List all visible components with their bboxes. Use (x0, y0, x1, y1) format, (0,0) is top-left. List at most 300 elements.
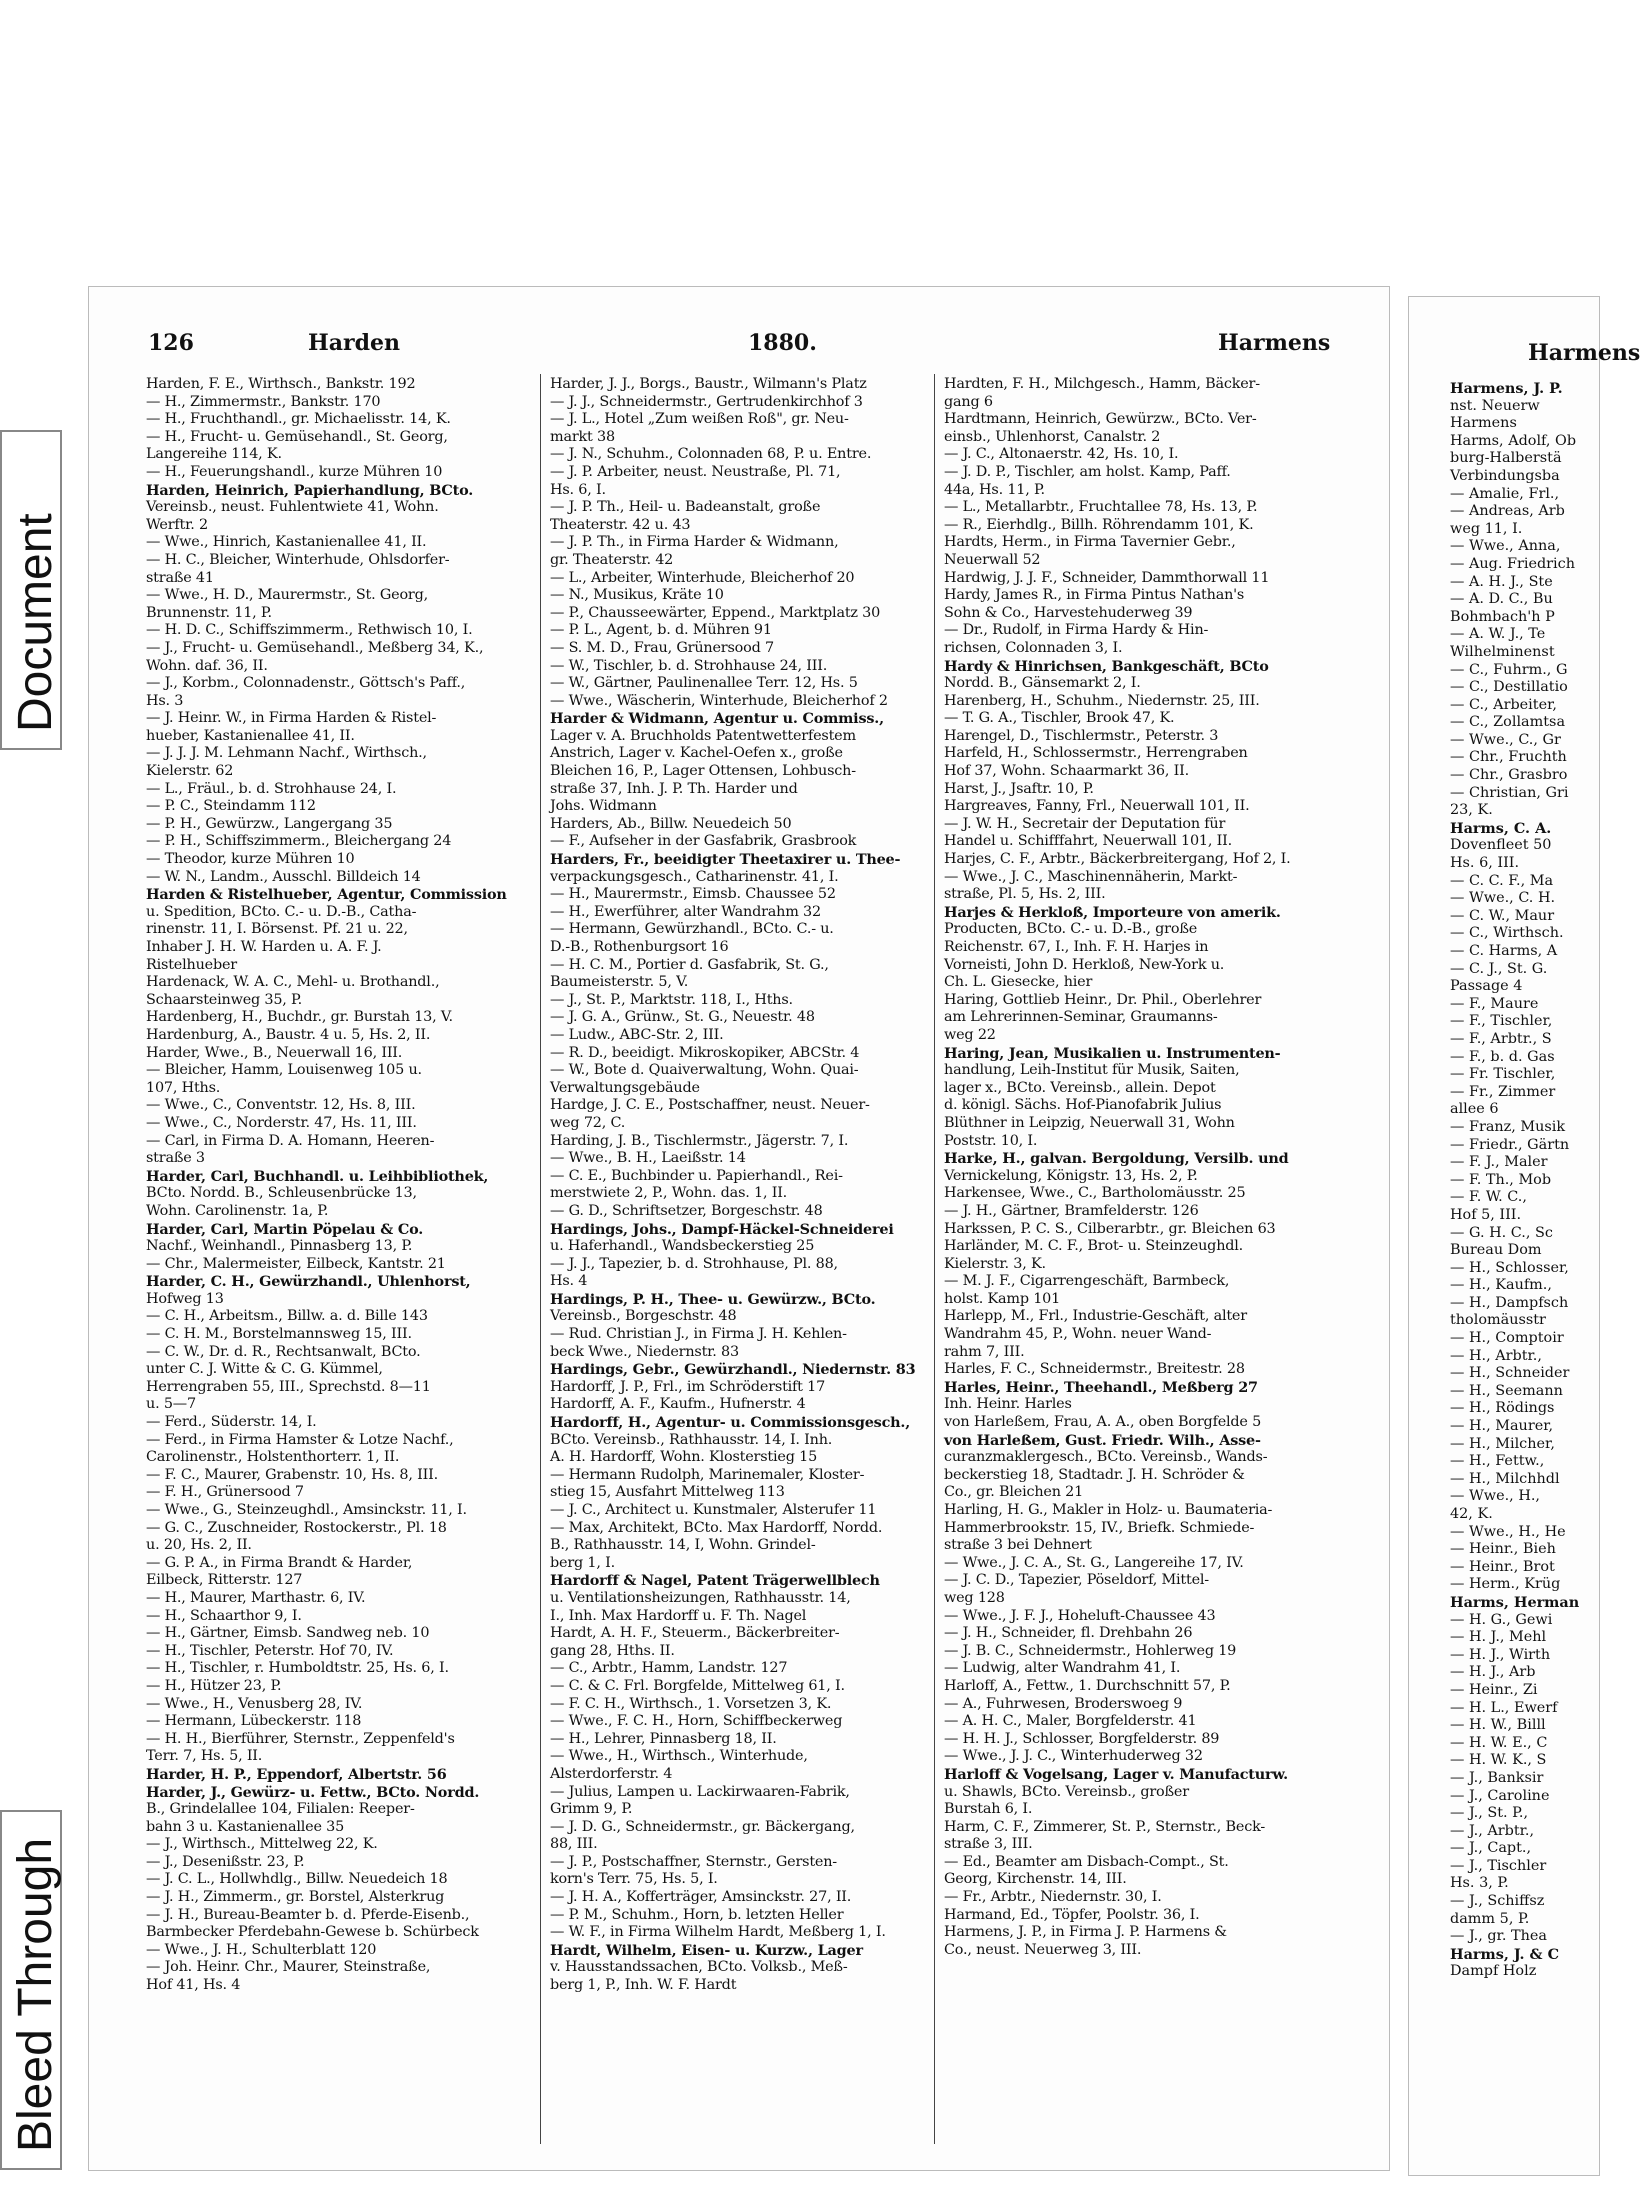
directory-entry: — Dr., Rudolf, in Firma Hardy & Hin- (944, 622, 1209, 639)
directory-entry: — J. H., Schneider, fl. Drehbahn 26 (944, 1625, 1193, 1642)
directory-entry: — R. D., beeidigt. Mikroskopiker, ABCStr. 4 (550, 1044, 860, 1061)
directory-entry: Harder & Widmann, Agentur u. Commiss., (550, 710, 884, 728)
directory-entry: — P. M., Schuhm., Horn, b. letzten Heller (550, 1906, 844, 1923)
directory-entry: damm 5, P. (1450, 1910, 1530, 1927)
directory-entry: — H., Tischler, Peterstr. Hof 70, IV. (146, 1642, 394, 1659)
directory-entry: tholomäusstr (1450, 1312, 1546, 1329)
directory-entry: weg 128 (944, 1589, 1005, 1606)
directory-entry: — Bleicher, Hamm, Louisenweg 105 u. (146, 1062, 422, 1079)
directory-entry: — J., Korbm., Colonnadenstr., Göttsch's Paff., (146, 675, 466, 692)
directory-entry: holst. Kamp 101 (944, 1290, 1061, 1307)
directory-entry: 44a, Hs. 11, P. (944, 481, 1045, 498)
directory-entry: Dovenfleet 50 (1450, 837, 1552, 854)
directory-entry: B., Rathhausstr. 14, I, Wohn. Grindel- (550, 1537, 816, 1554)
directory-entry: — Heinr., Zi (1450, 1681, 1538, 1698)
directory-entry: — F. C. H., Wirthsch., 1. Vorsetzen 3, K. (550, 1695, 832, 1712)
directory-entry: — F., Arbtr., S (1450, 1030, 1552, 1047)
directory-entry: gr. Theaterstr. 42 (550, 551, 674, 568)
side-tabs (0, 0, 62, 2177)
directory-entry: — H., Seemann (1450, 1382, 1563, 1399)
directory-entry: — S. M. D., Frau, Grünersood 7 (550, 639, 774, 656)
directory-entry: 42, K. (1450, 1506, 1493, 1522)
directory-entry: — H. J., Arb (1450, 1664, 1536, 1681)
directory-entry: Harmens, J. P., in Firma J. P. Harmens & (944, 1924, 1227, 1941)
directory-entry: — F. W. C., (1450, 1189, 1527, 1206)
directory-entry: Blüthner in Leipzig, Neuerwall 31, Wohn (944, 1114, 1235, 1131)
directory-entry: — Friedr., Gärtn (1450, 1136, 1570, 1153)
directory-entry: — F. H., Grünersood 7 (146, 1484, 304, 1501)
directory-entry: — C., Destillatio (1450, 679, 1568, 696)
directory-entry: markt 38 (550, 428, 615, 445)
directory-entry: — H. J., Wirth (1450, 1646, 1551, 1663)
directory-entry: Handel u. Schifffahrt, Neuerwall 101, II. (944, 833, 1232, 850)
directory-entry: Nordd. B., Gänsemarkt 2, I. (944, 675, 1141, 692)
directory-entry: Vereinsb., Borgeschstr. 48 (550, 1308, 737, 1325)
directory-entry: u. Haferhandl., Wandsbeckerstieg 25 (550, 1238, 815, 1255)
directory-entry: 88, III. (550, 1836, 598, 1853)
facing-page-column (1450, 380, 1600, 1981)
directory-entry: Harst, J., Jsaftr. 10, P. (944, 780, 1094, 797)
directory-entry: — J., Frucht- u. Gemüsehandl., Meßberg 34, K., (146, 639, 484, 656)
directory-entry: — Wwe., J. F. J., Hoheluft-Chaussee 43 (944, 1607, 1216, 1624)
directory-entry: — J., Tischler (1450, 1857, 1547, 1874)
directory-entry: Hammerbrookstr. 15, IV., Briefk. Schmiede- (944, 1519, 1255, 1536)
directory-entry: — Wwe., H., He (1450, 1523, 1566, 1540)
directory-entry: — A. D. C., Bu (1450, 591, 1553, 608)
directory-entry: — Ferd., in Firma Hamster & Lotze Nachf., (146, 1431, 454, 1448)
directory-entry: unter C. J. Witte & C. G. Kümmel, (146, 1361, 383, 1378)
directory-entry: — H. D. C., Schiffszimmerm., Rethwisch 10, I. (146, 622, 473, 639)
directory-entry: Herrengraben 55, III., Sprechstd. 8—11 (146, 1378, 431, 1395)
directory-entry: Harlepp, M., Frl., Industrie-Geschäft, alter (944, 1308, 1247, 1325)
directory-entry: — H., Lehrer, Pinnasberg 18, II. (550, 1730, 777, 1747)
directory-entry: I., Inh. Max Hardorff u. F. Th. Nagel (550, 1607, 807, 1624)
directory-entry: u. Shawls, BCto. Vereinsb., großer (944, 1783, 1189, 1800)
directory-page (88, 286, 1390, 2171)
directory-entry: Harmand, Ed., Töpfer, Poolstr. 36, I. (944, 1906, 1200, 1923)
directory-entry: — J. D. G., Schneidermstr., gr. Bäckergang, (550, 1818, 855, 1835)
directory-entry: u. Spedition, BCto. C.- u. D.-B., Catha- (146, 903, 417, 920)
directory-entry: u. 5—7 (146, 1396, 196, 1413)
directory-entry: Bleichen 16, P., Lager Ottensen, Lohbusch- (550, 763, 856, 780)
directory-entry: Passage 4 (1450, 978, 1523, 995)
page-number: 126 (148, 330, 194, 356)
directory-entry: — Chr., Grasbro (1450, 767, 1568, 784)
directory-entry: v. Hausstandssachen, BCto. Volksb., Meß- (550, 1959, 848, 1976)
directory-entry: Harfeld, H., Schlossermstr., Herrengraben (944, 745, 1248, 762)
directory-entry: Harding, J. B., Tischlermstr., Jägerstr. 7, I. (550, 1132, 849, 1149)
directory-entry: straße 37, Inh. J. P. Th. Harder und (550, 780, 798, 797)
directory-entry: Ch. L. Giesecke, hier (944, 974, 1093, 991)
directory-entry: — H., Tischler, r. Humboldtstr. 25, Hs. 6, I. (146, 1660, 449, 1677)
directory-entry: Vereinsb., neust. Fuhlentwiete 41, Wohn. (146, 499, 439, 516)
facing-page (1408, 296, 1640, 2176)
directory-entry: u. 20, Hs. 2, II. (146, 1537, 252, 1554)
directory-entry: Burstah 6, I. (944, 1801, 1033, 1818)
directory-entry: — J., Arbtr., (1450, 1822, 1535, 1839)
directory-entry: straße, Pl. 5, Hs. 2, III. (944, 886, 1106, 903)
directory-entry: — A. H. C., Maler, Borgfelderstr. 41 (944, 1713, 1197, 1730)
directory-entry: Harke, H., galvan. Bergoldung, Versilb. und (944, 1150, 1289, 1168)
directory-entry: Harles, Heinr., Theehandl., Meßberg 27 (944, 1378, 1258, 1396)
directory-entry: Harms, C. A. (1450, 819, 1552, 837)
directory-entry: BCto. Nordd. B., Schleusenbrücke 13, (146, 1185, 417, 1202)
directory-entry: — F., Aufseher in der Gasfabrik, Grasbrook (550, 833, 857, 850)
directory-entry: — J. N., Schuhm., Colonnaden 68, P. u. Entre. (550, 446, 872, 463)
directory-entry: Brunnenstr. 11, P. (146, 604, 272, 621)
directory-entry: Hof 5, III. (1450, 1206, 1522, 1223)
directory-entry: Hardtmann, Heinrich, Gewürzw., BCto. Ver- (944, 411, 1257, 428)
directory-entry: — Hermann, Lübeckerstr. 118 (146, 1713, 362, 1730)
directory-entry: — W., Gärtner, Paulinenallee Terr. 12, Hs. 5 (550, 675, 858, 692)
directory-entry: 23, K. (1450, 802, 1493, 819)
directory-entry: — Theodor, kurze Mühren 10 (146, 851, 355, 868)
directory-entry: — H. G., Gewi (1450, 1611, 1553, 1628)
directory-entry: — C. Harms, A (1450, 943, 1558, 959)
directory-entry: — L., Arbeiter, Winterhude, Bleicherhof 20 (550, 569, 855, 586)
directory-entry: — Wwe., C., Gr (1450, 731, 1561, 748)
directory-entry: Nachf., Weinhandl., Pinnasberg 13, P. (146, 1238, 413, 1255)
directory-entry: — P., Chausseewärter, Eppend., Marktplatz 30 (550, 604, 881, 621)
directory-entry: — Chr., Malermeister, Eilbeck, Kantstr. 21 (146, 1255, 446, 1272)
directory-entry: Harder, Wwe., B., Neuerwall 16, III. (146, 1044, 403, 1061)
directory-entry: rinenstr. 11, I. Börsenst. Pf. 21 u. 22, (146, 921, 408, 938)
directory-entry: Harenberg, H., Schuhm., Niedernstr. 25, III. (944, 692, 1260, 709)
directory-entry: — N., Musikus, Kräte 10 (550, 587, 724, 604)
directory-entry: — Franz, Musik (1450, 1118, 1566, 1135)
directory-entry: — J. J. J. M. Lehmann Nachf., Wirthsch., (146, 745, 427, 762)
directory-entry: Poststr. 10, I. (944, 1132, 1038, 1149)
directory-entry: am Lehrerinnen-Seminar, Graumanns- (944, 1009, 1218, 1026)
directory-entry: — Rud. Christian J., in Firma J. H. Kehlen- (550, 1326, 847, 1343)
directory-entry: Harländer, M. C. F., Brot- u. Steinzeughdl. (944, 1238, 1244, 1255)
directory-entry: Harkensee, Wwe., C., Bartholomäusstr. 25 (944, 1185, 1246, 1202)
directory-entry: Harengel, D., Tischlermstr., Peterstr. 3 (944, 727, 1219, 744)
directory-entry: — J., St. P., (1450, 1805, 1529, 1822)
directory-entry: Wohn. daf. 36, II. (146, 657, 268, 674)
directory-entry: Carolinenstr., Holstenthorterr. 1, II. (146, 1449, 400, 1466)
directory-entry: Harder, Carl, Buchhandl. u. Leihbibliothek, (146, 1167, 489, 1185)
directory-entry: — C., Fuhrm., G (1450, 661, 1568, 678)
directory-entry: merstwiete 2, P., Wohn. das. 1, II. (550, 1185, 788, 1202)
directory-entry: Ristelhueber (146, 956, 237, 973)
directory-entry: Theaterstr. 42 u. 43 (550, 516, 691, 533)
directory-entry: Wandrahm 45, P., Wohn. neuer Wand- (944, 1326, 1212, 1343)
directory-entry: Schaarsteinweg 35, P. (146, 991, 302, 1008)
directory-entry: — H. W. K., S (1450, 1752, 1547, 1769)
directory-entry: — Wwe., G., Steinzeughdl., Amsinckstr. 11, I. (146, 1502, 467, 1518)
directory-entry: Hs. 6, III. (1450, 855, 1520, 872)
directory-entry: — C., Arbtr., Hamm, Landstr. 127 (550, 1660, 788, 1677)
directory-entry: nst. Neuerw (1450, 397, 1540, 414)
directory-entry: Hardenberg, H., Buchdr., gr. Burstah 13, V. (146, 1009, 453, 1026)
directory-entry: — Ed., Beamter am Disbach-Compt., St. (944, 1853, 1229, 1870)
directory-entry: Harder, H. P., Eppendorf, Albertstr. 56 (146, 1765, 447, 1783)
directory-entry: — Wwe., J. J. C., Winterhuderweg 32 (944, 1748, 1203, 1765)
directory-entry: Reichenstr. 67, I., Inh. F. H. Harjes in (944, 939, 1209, 955)
directory-entry: — H., Arbtr., (1450, 1347, 1542, 1364)
directory-entry: Bohmbach'h P (1450, 608, 1555, 625)
directory-entry: Harles, F. C., Schneidermstr., Breitestr. 28 (944, 1361, 1245, 1378)
directory-entry: von Harleßem, Gust. Friedr. Wilh., Asse- (944, 1431, 1261, 1449)
directory-entry: Neuerwall 52 (944, 551, 1041, 568)
directory-entry: — Wwe., Wäscherin, Winterhude, Bleicherhof 2 (550, 692, 888, 709)
directory-entry: straße 3, III. (944, 1836, 1033, 1853)
directory-entry: — P. C., Steindamm 112 (146, 798, 316, 815)
directory-entry: Co., neust. Neuerweg 3, III. (944, 1941, 1142, 1958)
directory-entry: weg 11, I. (1450, 520, 1523, 537)
directory-entry: — F. C., Maurer, Grabenstr. 10, Hs. 8, III. (146, 1466, 438, 1483)
directory-entry: — Chr., Fruchth (1450, 749, 1567, 766)
directory-entry: — Fr., Zimmer (1450, 1083, 1556, 1100)
header-right-keyword: Harmens (1218, 330, 1331, 356)
directory-entry: handlung, Leih-Institut für Musik, Saiten, (944, 1062, 1240, 1079)
directory-entry: Dampf Holz (1450, 1963, 1537, 1980)
directory-entry: — J. Heinr. W., in Firma Harden & Ristel- (146, 710, 437, 727)
directory-entry: — J. C. D., Tapezier, Pöseldorf, Mittel- (944, 1572, 1209, 1589)
directory-entry: — R., Eierhdlg., Billh. Röhrendamm 101, K. (944, 516, 1254, 533)
directory-entry: — F., Maure (1450, 995, 1539, 1012)
directory-entry: — H. J., Mehl (1450, 1629, 1547, 1646)
directory-entry: — J. G. A., Grünw., St. G., Neuestr. 48 (550, 1009, 815, 1026)
directory-entry: — J., Wirthsch., Mittelweg 22, K. (146, 1836, 378, 1853)
directory-entry: richsen, Colonnaden 3, I. (944, 639, 1123, 656)
bleed-through-tab[interactable] (0, 1810, 62, 2170)
directory-entry: — Wwe., C. H. (1450, 890, 1556, 907)
directory-entry: — J. H., Bureau-Beamter b. d. Pferde-Eisenb., (146, 1906, 470, 1923)
directory-entry: — H. C. M., Portier d. Gasfabrik, St. G., (550, 956, 829, 973)
directory-entry: Hardorff, H., Agentur- u. Commissionsgesch., (550, 1414, 911, 1432)
directory-entry: — H. H., Bierführer, Sternstr., Zeppenfeld's (146, 1730, 455, 1747)
directory-entry: — P. L., Agent, b. d. Mühren 91 (550, 622, 772, 639)
directory-entry: Anstrich, Lager v. Kachel-Oefen x., große (550, 745, 843, 762)
directory-entry: — Ferd., Süderstr. 14, I. (146, 1414, 317, 1431)
directory-entry: — H., Zimmermstr., Bankstr. 170 (146, 393, 381, 410)
directory-entry: Harden, F. E., Wirthsch., Bankstr. 192 (146, 376, 416, 392)
directory-entry: — J. L., Hotel „Zum weißen Roß", gr. Neu- (550, 411, 849, 428)
directory-entry: Harm, C. F., Zimmerer, St. P., Sternstr., Beck- (944, 1818, 1266, 1835)
directory-entry: Baumeisterstr. 5, V. (550, 974, 689, 991)
directory-entry: — H., Maurer, Marthastr. 6, IV. (146, 1589, 366, 1606)
directory-entry: Hardt, A. H. F., Steuerm., Bäckerbreiter- (550, 1625, 840, 1642)
directory-entry: — A., Fuhrwesen, Broderswoeg 9 (944, 1695, 1183, 1712)
directory-entry: Vernickelung, Königstr. 13, Hs. 2, P. (944, 1167, 1198, 1184)
directory-entry: — Fr. Tischler, (1450, 1066, 1556, 1083)
directory-entry: — G. C., Zuschneider, Rostockerstr., Pl. 18 (146, 1519, 447, 1536)
directory-entry: A. H. Hardorff, Wohn. Klosterstieg 15 (550, 1449, 818, 1466)
directory-entry: — Ludw., ABC-Str. 2, III. (550, 1026, 724, 1043)
directory-entry: — H., Maurermstr., Eimsb. Chaussee 52 (550, 886, 836, 903)
directory-entry: Verbindungsba (1450, 467, 1560, 484)
directory-entry: — Wwe., F. C. H., Horn, Schiffbeckerweg (550, 1713, 843, 1730)
bleed-through-tab-label (8, 1837, 62, 2207)
directory-entry: beck Wwe., Niedernstr. 83 (550, 1343, 739, 1360)
directory-entry: Inhaber J. H. W. Harden u. A. F. J. (146, 939, 382, 955)
directory-entry: — C. & C. Frl. Borgfelde, Mittelweg 61, I. (550, 1677, 845, 1694)
directory-entry: — Wwe., J. C., Maschinennäherin, Markt- (944, 868, 1238, 885)
directory-entry: D.-B., Rothenburgsort 16 (550, 939, 729, 955)
directory-entry: — H., Comptoir (1450, 1330, 1564, 1347)
directory-entry: — Wwe., C., Conventstr. 12, Hs. 8, III. (146, 1097, 416, 1114)
directory-entry: Verwaltungsgebäude (550, 1079, 700, 1096)
directory-entry: — Wwe., B. H., Laeißstr. 14 (550, 1150, 746, 1167)
directory-entry: — J. P. Arbeiter, neust. Neustraße, Pl. 71, (550, 463, 841, 480)
directory-entry: — W. N., Landm., Ausschl. Billdeich 14 (146, 868, 421, 885)
directory-entry: — H., Milcher, (1450, 1435, 1555, 1452)
directory-column-3 (944, 376, 1334, 2136)
directory-entry: Hofweg 13 (146, 1290, 224, 1307)
directory-entry: — Herm., Krüg (1450, 1576, 1561, 1593)
directory-entry: korn's Terr. 75, Hs. 5, I. (550, 1871, 718, 1888)
directory-entry: Kielerstr. 62 (146, 763, 234, 780)
directory-entry: — J. B. C., Schneidermstr., Hohlerweg 19 (944, 1642, 1237, 1659)
directory-entry: — J. J., Schneidermstr., Gertrudenkirchhof 3 (550, 393, 863, 410)
directory-entry: Hardge, J. C. E., Postschaffner, neust. Neuer- (550, 1097, 870, 1114)
directory-entry: — J., Desenißstr. 23, P. (146, 1853, 305, 1870)
directory-entry: — P. H., Schiffszimmerm., Bleichergang 24 (146, 833, 452, 850)
directory-entry: — H., Milchhdl (1450, 1470, 1560, 1487)
directory-entry: Hs. 4 (550, 1273, 588, 1290)
directory-entry: Hs. 3, P. (1450, 1875, 1509, 1892)
directory-entry: — T. G. A., Tischler, Brook 47, K. (944, 710, 1175, 727)
directory-entry: Hardt, Wilhelm, Eisen- u. Kurzw., Lager (550, 1941, 863, 1959)
document-tab[interactable] (0, 430, 62, 750)
directory-entry: B., Grindelallee 104, Filialen: Reeper- (146, 1801, 415, 1818)
directory-entry: — Andreas, Arb (1450, 503, 1565, 520)
directory-entry: — Wwe., Anna, (1450, 538, 1561, 555)
directory-entry: gang 28, Hths. II. (550, 1642, 675, 1659)
directory-entry: — Aug. Friedrich (1450, 555, 1575, 572)
directory-entry: — J. H. A., Kofferträger, Amsinckstr. 27, II. (550, 1889, 852, 1906)
directory-entry: — H. H. J., Schlosser, Borgfelderstr. 89 (944, 1730, 1220, 1747)
directory-entry: Co., gr. Bleichen 21 (944, 1484, 1084, 1501)
directory-entry: weg 72, C. (550, 1114, 626, 1131)
directory-entry: Hardy, James R., in Firma Pintus Nathan's (944, 587, 1245, 604)
directory-entry: — Joh. Heinr. Chr., Maurer, Steinstraße, (146, 1959, 431, 1976)
header-year: 1880. (748, 330, 817, 356)
directory-entry: — J. W. H., Secretair der Deputation für (944, 815, 1226, 832)
directory-entry: — W., Tischler, b. d. Strohhause 24, III. (550, 657, 828, 674)
directory-entry: Harders, Ab., Billw. Neuedeich 50 (550, 815, 792, 832)
directory-entry: — A. H. J., Ste (1450, 573, 1553, 590)
directory-entry: Wilhelminenst (1450, 643, 1555, 660)
directory-entry: Georg, Kirchenstr. 14, III. (944, 1871, 1127, 1888)
directory-entry: lager x., BCto. Vereinsb., allein. Depot (944, 1079, 1216, 1096)
directory-entry: — C., Arbeiter, (1450, 696, 1557, 713)
directory-entry: — F. J., Maler (1450, 1154, 1548, 1171)
directory-entry: curanzmaklergesch., BCto. Vereinsb., Wands- (944, 1449, 1268, 1466)
directory-entry: — G. H. C., Sc (1450, 1224, 1553, 1241)
directory-entry: — J. C., Architect u. Kunstmaler, Alsterufer 11 (550, 1502, 877, 1518)
directory-entry: — L., Fräul., b. d. Strohhause 24, I. (146, 780, 397, 797)
directory-entry: verpackungsgesch., Catharinenstr. 41, I. (550, 868, 839, 885)
directory-entry: — J., St. P., Marktstr. 118, I., Hths. (550, 991, 793, 1008)
directory-entry: — C. W., Maur (1450, 907, 1555, 924)
directory-entry: allee 6 (1450, 1101, 1499, 1118)
directory-entry: — J., Capt., (1450, 1840, 1532, 1857)
directory-entry: Hof 41, Hs. 4 (146, 1977, 241, 1994)
directory-entry: Langereihe 114, K. (146, 446, 282, 463)
bleed-through-tab-text: Bleed Through (9, 1837, 62, 2152)
directory-entry: d. königl. Sächs. Hof-Pianofabrik Julius (944, 1097, 1222, 1114)
directory-column-2 (550, 376, 940, 2136)
directory-entry: Kielerstr. 3, K. (944, 1255, 1046, 1272)
directory-entry: — J. C., Altonaerstr. 42, Hs. 10, I. (944, 446, 1179, 463)
directory-entry: Harder, J. J., Borgs., Baustr., Wilmann's Platz (550, 376, 867, 392)
directory-entry: — Wwe., H., (1450, 1488, 1541, 1505)
directory-entry: — J. P. Th., in Firma Harder & Widmann, (550, 534, 839, 551)
directory-entry: Harders, Fr., beeidigter Theetaxirer u. Thee- (550, 851, 901, 869)
directory-entry: — H. C., Bleicher, Winterhude, Ohlsdorfer- (146, 551, 450, 568)
directory-entry: Hardts, Herm., in Firma Tavernier Gebr., (944, 534, 1236, 551)
directory-entry: — Hermann Rudolph, Marinemaler, Kloster- (550, 1466, 865, 1483)
directory-entry: — C., Wirthsch. (1450, 925, 1564, 942)
directory-entry: — Heinr., Bieh (1450, 1541, 1556, 1558)
directory-entry: Harden, Heinrich, Papierhandlung, BCto. (146, 481, 474, 499)
document-tab-label (8, 513, 62, 787)
column-divider (540, 374, 541, 2144)
directory-entry: — J., Schiffsz (1450, 1893, 1545, 1910)
directory-entry: — H., Dampfsch (1450, 1294, 1569, 1311)
directory-entry: — H., Kaufm., (1450, 1277, 1552, 1294)
directory-entry: — W. F., in Firma Wilhelm Hardt, Meßberg 1, I. (550, 1924, 886, 1941)
directory-entry: — Heinr., Brot (1450, 1558, 1555, 1575)
directory-entry: — L., Metallarbtr., Fruchtallee 78, Hs. 13, P. (944, 499, 1258, 516)
directory-entry: — J. J., Tapezier, b. d. Strohhause, Pl. 88, (550, 1255, 838, 1272)
directory-entry: — C. W., Dr. d. R., Rechtsanwalt, BCto. (146, 1343, 421, 1360)
directory-entry: Harden & Ristelhueber, Agentur, Commission (146, 886, 507, 904)
directory-entry: — H., Gärtner, Eimsb. Sandweg neb. 10 (146, 1625, 430, 1642)
directory-entry: — Wwe., J. H., Schulterblatt 120 (146, 1941, 377, 1958)
directory-entry: — H., Maurer, (1450, 1418, 1554, 1435)
directory-entry: bahn 3 u. Kastanienallee 35 (146, 1818, 345, 1835)
directory-entry: Harms, Adolf, Ob (1450, 432, 1577, 449)
directory-entry: — J. P., Postschaffner, Sternstr., Gersten- (550, 1853, 837, 1870)
directory-entry: Harmens, J. P. (1450, 380, 1563, 397)
directory-entry: — G. D., Schriftsetzer, Borgeschstr. 48 (550, 1202, 823, 1219)
directory-entry: — A. W. J., Te (1450, 626, 1546, 643)
directory-entry: — J. P. Th., Heil- u. Badeanstalt, große (550, 499, 821, 516)
directory-entry: — Wwe., H. D., Maurermstr., St. Georg, (146, 587, 428, 604)
directory-entry: Hardenack, W. A. C., Mehl- u. Brothandl., (146, 974, 440, 991)
directory-entry: beckerstieg 18, Stadtadr. J. H. Schröder & (944, 1466, 1245, 1483)
directory-entry: — J. D. P., Tischler, am holst. Kamp, Paff. (944, 463, 1231, 480)
directory-entry: — J. H., Zimmerm., gr. Borstel, Alsterkrug (146, 1889, 445, 1906)
directory-entry: — H., Feuerungshandl., kurze Mühren 10 (146, 463, 443, 480)
directory-entry: — F., Tischler, (1450, 1013, 1553, 1030)
directory-entry: Alsterdorferstr. 4 (550, 1765, 673, 1782)
directory-entry: Terr. 7, Hs. 5, II. (146, 1748, 263, 1765)
directory-entry: Hs. 6, I. (550, 481, 606, 498)
directory-entry: — H., Schneider (1450, 1365, 1570, 1382)
directory-entry: — H., Schaarthor 9, I. (146, 1607, 302, 1624)
directory-entry: burg-Halberstä (1450, 450, 1562, 467)
directory-entry: — J., Caroline (1450, 1787, 1550, 1804)
directory-entry: — J. H., Gärtner, Bramfelderstr. 126 (944, 1202, 1199, 1219)
header-left-keyword: Harden (308, 330, 401, 356)
directory-entry: Barmbecker Pferdebahn-Gewese b. Schürbeck (146, 1924, 479, 1941)
directory-entry: Harder, C. H., Gewürzhandl., Uhlenhorst, (146, 1273, 471, 1291)
directory-entry: Hardorff, J. P., Frl., im Schröderstift 17 (550, 1378, 826, 1395)
directory-entry: Harder, J., Gewürz- u. Fettw., BCto. Nordd. (146, 1783, 480, 1801)
directory-entry: Hardy & Hinrichsen, Bankgeschäft, BCto (944, 657, 1269, 675)
directory-entry: — H., Frucht- u. Gemüsehandl., St. Georg, (146, 428, 448, 445)
directory-entry: Eilbeck, Ritterstr. 127 (146, 1572, 303, 1589)
directory-entry: Hardten, F. H., Milchgesch., Hamm, Bäcker- (944, 376, 1260, 392)
directory-entry: Harmens (1450, 415, 1517, 432)
directory-entry: Hardenburg, A., Baustr. 4 u. 5, Hs. 2, II. (146, 1026, 431, 1043)
directory-entry: Harjes & Herkloß, Importeure von amerik. (944, 903, 1281, 921)
